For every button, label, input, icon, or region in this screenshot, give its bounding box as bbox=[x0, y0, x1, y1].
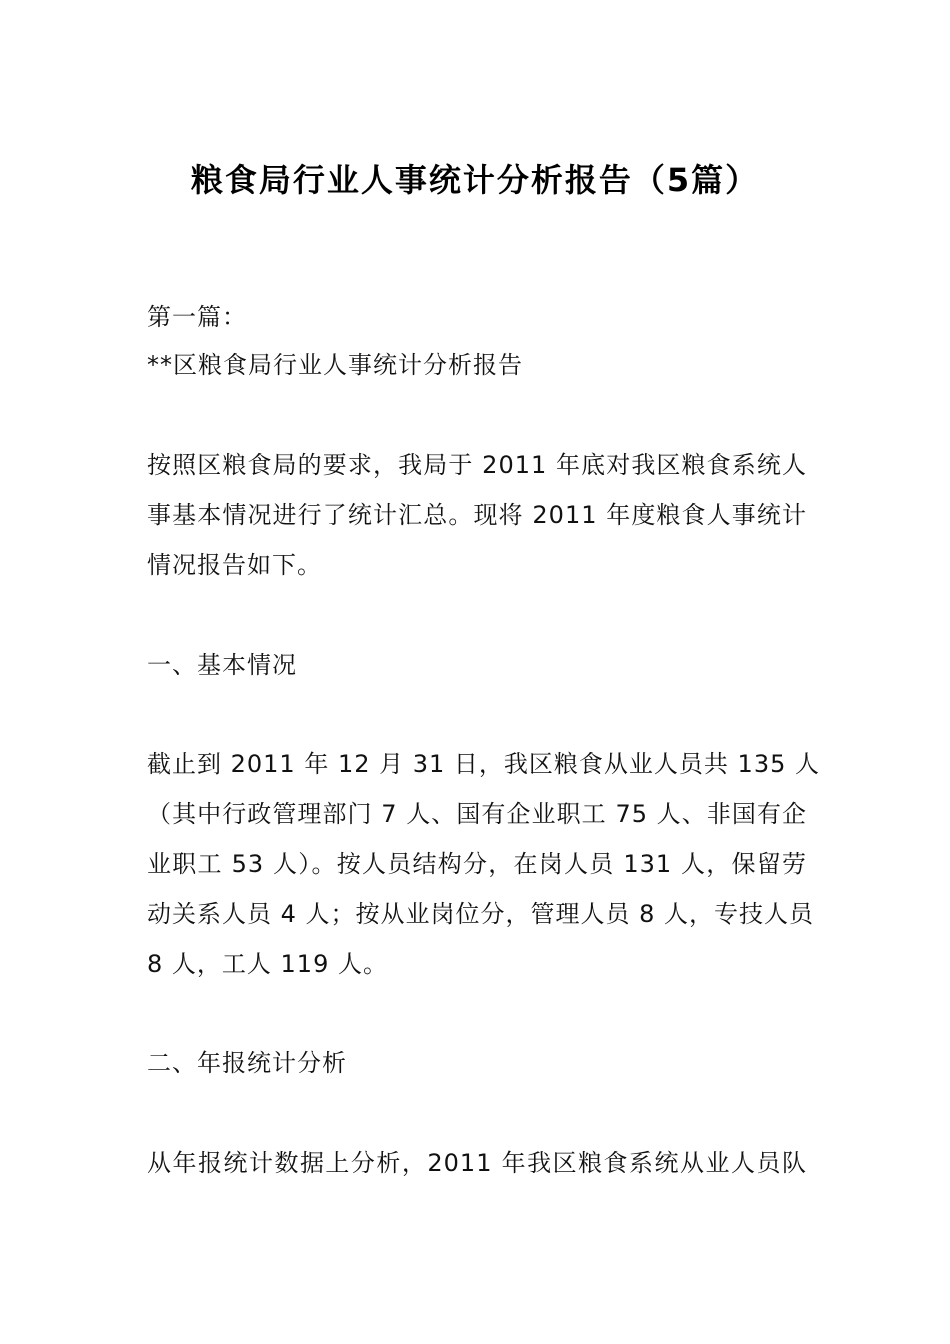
section1-line-3: 业职工 53 人）。按人员结构分，在岗人员 131 人，保留劳 bbox=[147, 850, 807, 878]
section1-line-1: 截止到 2011 年 12 月 31 日，我区粮食从业人员共 135 人 bbox=[147, 750, 820, 778]
intro-line-1: 按照区粮食局的要求，我局于 2011 年底对我区粮食系统人 bbox=[147, 451, 807, 479]
section1-line-2: （其中行政管理部门 7 人、国有企业职工 75 人、非国有企 bbox=[147, 800, 807, 828]
report-subtitle: **区粮食局行业人事统计分析报告 bbox=[147, 351, 523, 379]
section-heading-basic: 一、基本情况 bbox=[147, 651, 297, 679]
intro-line-2: 事基本情况进行了统计汇总。现将 2011 年度粮食人事统计 bbox=[147, 501, 807, 529]
section2-line-1: 从年报统计数据上分析，2011 年我区粮食系统从业人员队 bbox=[147, 1149, 807, 1177]
section-heading-annual: 二、年报统计分析 bbox=[147, 1049, 347, 1077]
part-label: 第一篇： bbox=[147, 303, 247, 331]
intro-line-3: 情况报告如下。 bbox=[147, 551, 322, 579]
section1-line-5: 8 人，工人 119 人。 bbox=[147, 950, 388, 978]
section1-line-4: 动关系人员 4 人；按从业岗位分，管理人员 8 人，专技人员 bbox=[147, 900, 815, 928]
document-title: 粮食局行业人事统计分析报告（5篇） bbox=[190, 161, 760, 199]
